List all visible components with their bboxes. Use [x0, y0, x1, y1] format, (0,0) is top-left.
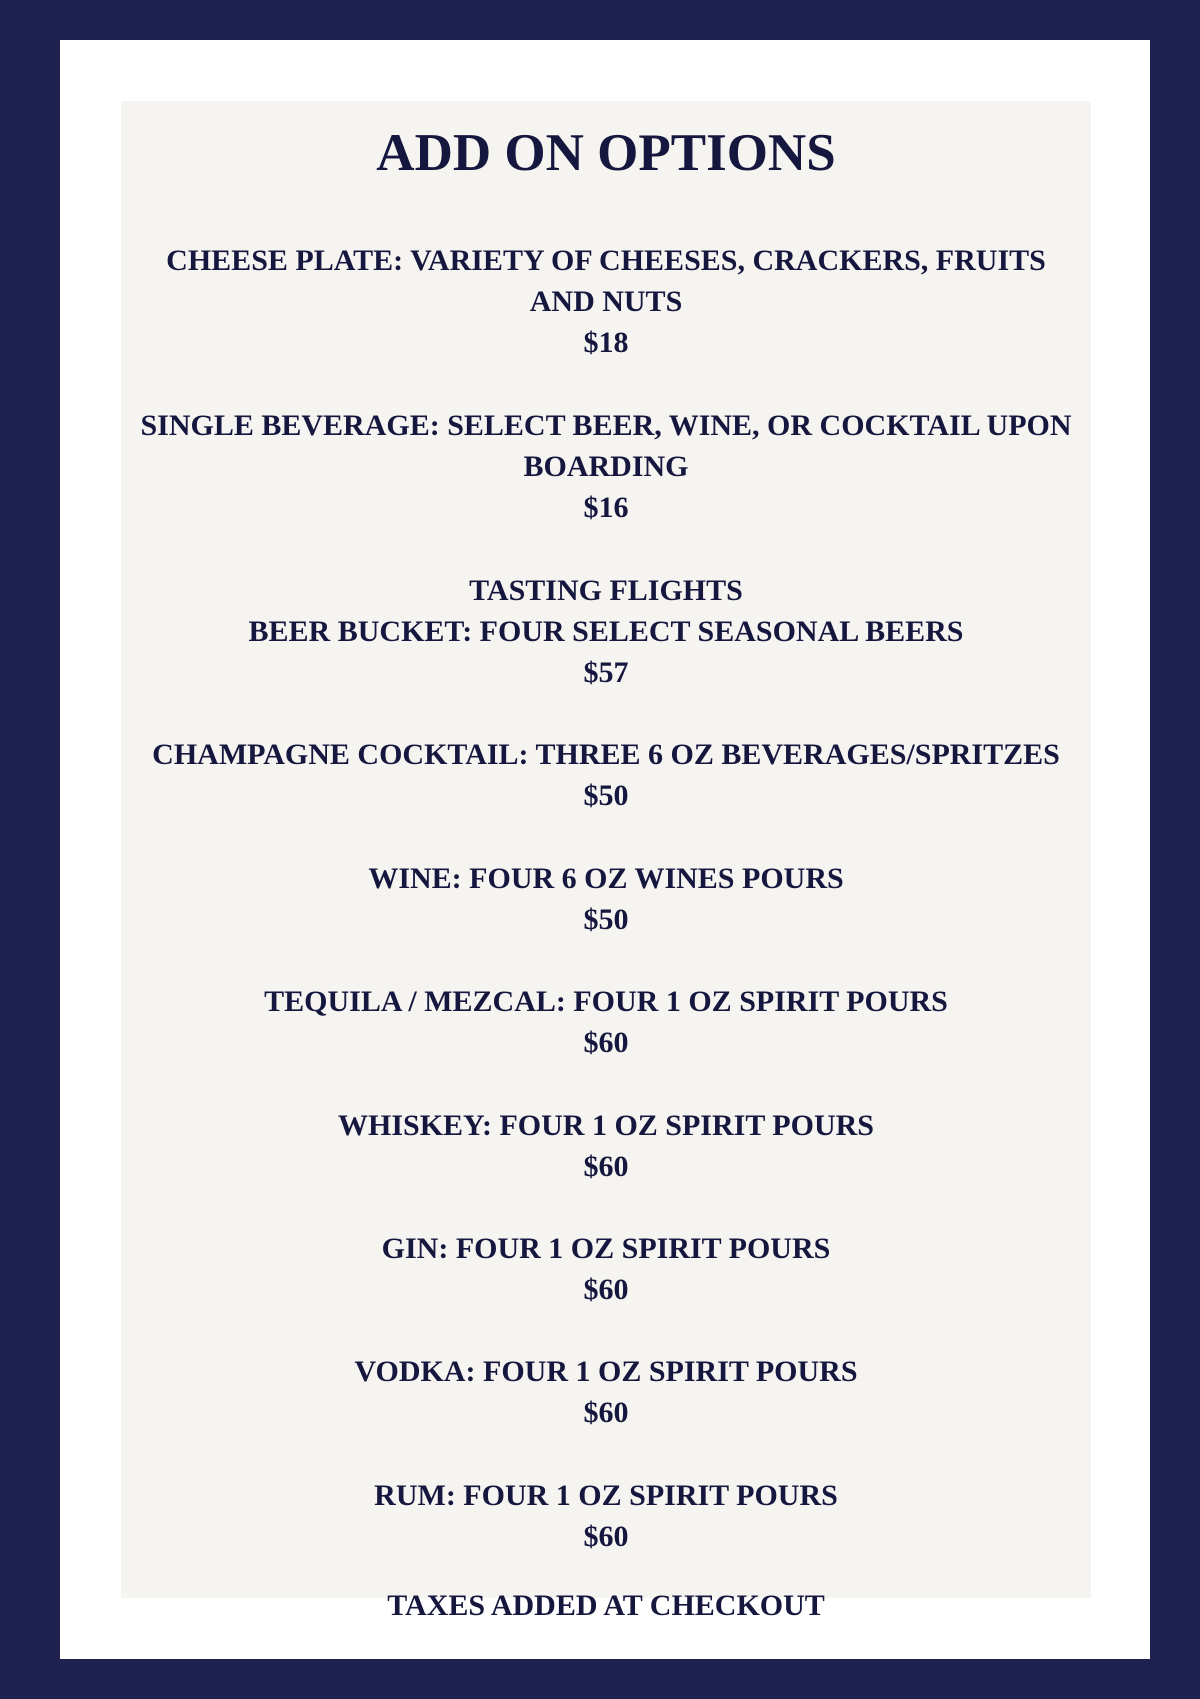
taxes-note: TAXES ADDED AT CHECKOUT	[387, 1589, 825, 1622]
tequila-mezcal-description: TEQUILA / MEZCAL: FOUR 1 OZ SPIRIT POURS	[264, 985, 948, 1018]
menu-title: ADD ON OPTIONS	[376, 124, 836, 182]
tasting-flights-heading: TASTING FLIGHTS	[469, 574, 743, 607]
wine-price: $50	[583, 903, 629, 936]
champagne-cocktail-price: $50	[583, 779, 629, 812]
menu-panel	[121, 101, 1091, 1622]
cheese-plate-description-continued: AND NUTS	[529, 285, 683, 318]
champagne-cocktail-description: CHAMPAGNE COCKTAIL: THREE 6 OZ BEVERAGES/SPRITZES	[152, 738, 1060, 771]
cheese-plate-price: $18	[583, 326, 629, 359]
vodka-description: VODKA: FOUR 1 OZ SPIRIT POURS	[354, 1355, 858, 1388]
vodka-price: $60	[583, 1396, 629, 1429]
tequila-mezcal-price: $60	[583, 1026, 629, 1059]
rum-price: $60	[583, 1520, 629, 1553]
single-beverage-price: $16	[583, 491, 629, 524]
single-beverage-description: SINGLE BEVERAGE: SELECT BEER, WINE, OR COCKTAIL UPON	[140, 409, 1072, 442]
gin-description: GIN: FOUR 1 OZ SPIRIT POURS	[381, 1232, 831, 1265]
menu-frame	[60, 40, 1150, 1659]
gin-price: $60	[583, 1273, 629, 1306]
beer-bucket-price: $57	[583, 656, 629, 689]
cheese-plate-description: CHEESE PLATE: VARIETY OF CHEESES, CRACKERS, FRUITS	[166, 244, 1046, 277]
rum-description: RUM: FOUR 1 OZ SPIRIT POURS	[374, 1479, 838, 1512]
beer-bucket-description: BEER BUCKET: FOUR SELECT SEASONAL BEERS	[248, 615, 964, 648]
whiskey-description: WHISKEY: FOUR 1 OZ SPIRIT POURS	[338, 1109, 874, 1142]
wine-description: WINE: FOUR 6 OZ WINES POURS	[368, 862, 844, 895]
single-beverage-description-continued: BOARDING	[523, 450, 689, 483]
whiskey-price: $60	[583, 1150, 629, 1183]
